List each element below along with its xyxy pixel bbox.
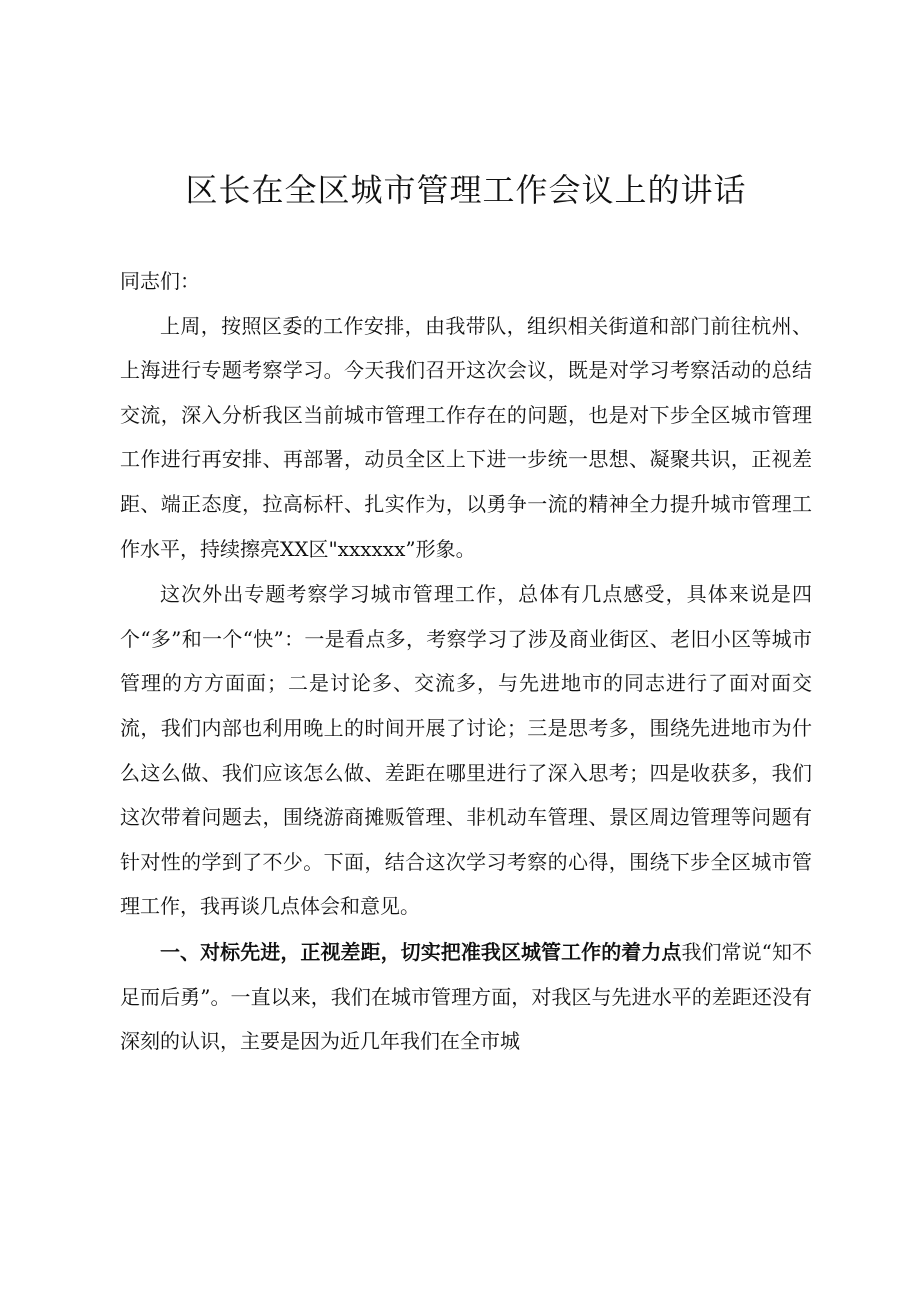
- section-1-paragraph: [120, 930, 812, 1064]
- section-1-heading: 一、对标先进，正视差距，切实把准我区城管工作的着力点: [160, 939, 682, 964]
- document-title: 区长在全区城市管理工作会议上的讲话: [185, 171, 747, 209]
- section-1-text: 我们常说“知不足而后勇”。一直以来，我们在城市管理方面，对我区与先进水平的差距还没有深刻的认识，主要是因为近几年我们在全市城: [120, 939, 812, 1054]
- paragraph-impressions: 这次外出专题考察学习城市管理工作，总体有几点感受，具体来说是四个“多”和一个“快”：一是看点多，考察学习了涉及商业街区、老旧小区等城市管理的方方面面；二是讨论多、交流多，与先进地市的同志进行了面对面交流，我们内部也利用晚上的时间开展了讨论；三是思考多，围绕先进地市为什么这么做、我们应该怎么做、差距在哪里进行了深入思考；四是收获多，我们这次带着问题去，围绕游商摊贩管理、非机动车管理、景区周边管理等问题有针对性的学到了不少。下面，结合这次学习考察的心得，围绕下步全区城市管理工作，我再谈几点体会和意见。: [120, 582, 812, 919]
- salutation: 同志们：: [120, 269, 200, 293]
- document-body: [120, 259, 812, 1064]
- paragraph-intro: 上周，按照区委的工作安排，由我带队，组织相关街道和部门前往杭州、上海进行专题考察学习。今天我们召开这次会议，既是对学习考察活动的总结交流，深入分析我区当前城市管理工作存在的问题，也是对下步全区城市管理工作进行再安排、再部署，动员全区上下进一步统一思想、凝聚共识，正视差距、端正态度，拉高标杆、扎实作为，以勇争一流的精神全力提升城市管理工作水平，持续擦亮XX区"xxxxxx”形象。: [120, 313, 812, 561]
